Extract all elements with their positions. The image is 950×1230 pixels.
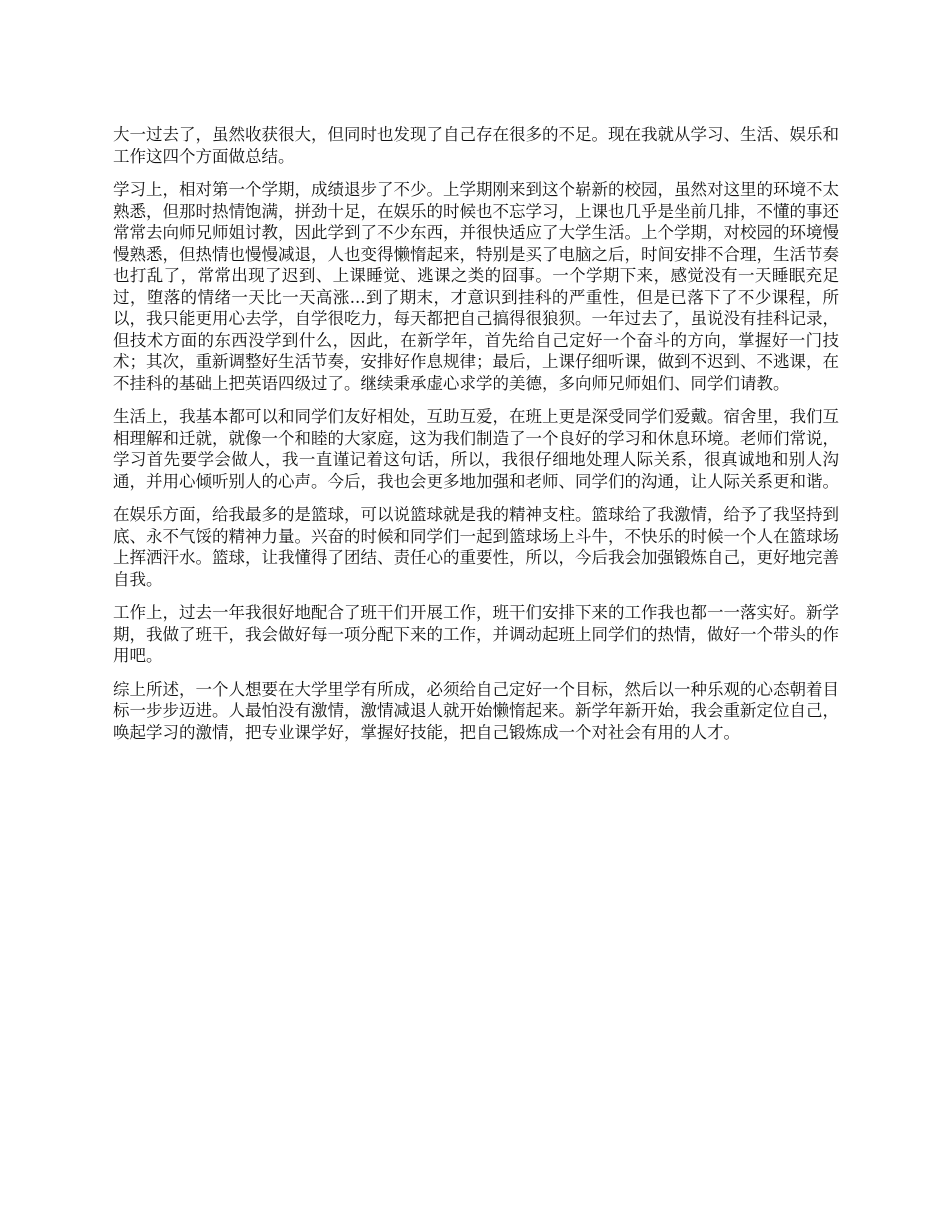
document-body <box>113 124 839 755</box>
paragraph-life: 生活上，我基本都可以和同学们友好相处，互助互爱，在班上更是深受同学们爱戴。宿舍里，我们互相理解和迁就，就像一个和睦的大家庭，这为我们制造了一个良好的学习和休息环境。老师们常说，学习首先要学会做人，我一直谨记着这句话，所以，我很仔细地处理人际关系，很真诚地和别人沟通，并用心倾听别人的心声。今后，我也会更多地加强和老师、同学们的沟通，让人际关系更和谐。 <box>113 407 839 491</box>
paragraph-intro: 大一过去了，虽然收获很大，但同时也发现了自己存在很多的不足。现在我就从学习、生活、娱乐和工作这四个方面做总结。 <box>113 125 839 166</box>
paragraph-study: 学习上，相对第一个学期，成绩退步了不少。上学期刚来到这个崭新的校园，虽然对这里的环境不太熟悉，但那时热情饱满，拼劲十足，在娱乐的时候也不忘学习，上课也几乎是坐前几排，不懂的事还常常去向师兄师姐讨教，因此学到了不少东西，并很快适应了大学生活。上个学期，对校园的环境慢慢熟悉，但热情也慢慢减退，人也变得懒惰起来，特别是买了电脑之后，时间安排不合理，生活节奏也打乱了，常常出现了迟到、上课睡觉、逃课之类的囧事。一个学期下来，感觉没有一天睡眠充足过，堕落的情绪一天比一天高涨...到了期末，才意识到挂科的严重性，但是已落下了不少课程，所以，我只能更用心去学，自学很吃力，每天都把自己搞得很狼狈。一年过去了，虽说没有挂科记录，但技术方面的东西没学到什么，因此，在新学年，首先给自己定好一个奋斗的方向，掌握好一门技术；其次，重新调整好生活节奏，安排好作息规律；最后，上课仔细听课，做到不迟到、不逃课，在不挂科的基础上把英语四级过了。继续秉承虚心求学的美德，多向师兄师姐们、同学们请教。 <box>113 180 839 393</box>
paragraph-work: 工作上，过去一年我很好地配合了班干们开展工作，班干们安排下来的工作我也都一一落实好。新学期，我做了班干，我会做好每一项分配下来的工作，并调动起班上同学们的热情，做好一个带头的作用吧。 <box>113 603 839 665</box>
paragraph-conclusion: 综上所述，一个人想要在大学里学有所成，必须给自己定好一个目标，然后以一种乐观的心态朝着目标一步步迈进。人最怕没有激情，激情减退人就开始懒惰起来。新学年新开始，我会重新定位自己，唤起学习的激情，把专业课学好，掌握好技能，把自己锻炼成一个对社会有用的人才。 <box>113 679 839 742</box>
paragraph-entertainment: 在娱乐方面，给我最多的是篮球，可以说篮球就是我的精神支柱。篮球给了我激情，给予了我坚持到底、永不气馁的精神力量。兴奋的时候和同学们一起到篮球场上斗牛，不快乐的时候一个人在篮球场上挥洒汗水。篮球，让我懂得了团结、责任心的重要性，所以，今后我会加强锻炼自己，更好地完善自我。 <box>113 505 839 589</box>
